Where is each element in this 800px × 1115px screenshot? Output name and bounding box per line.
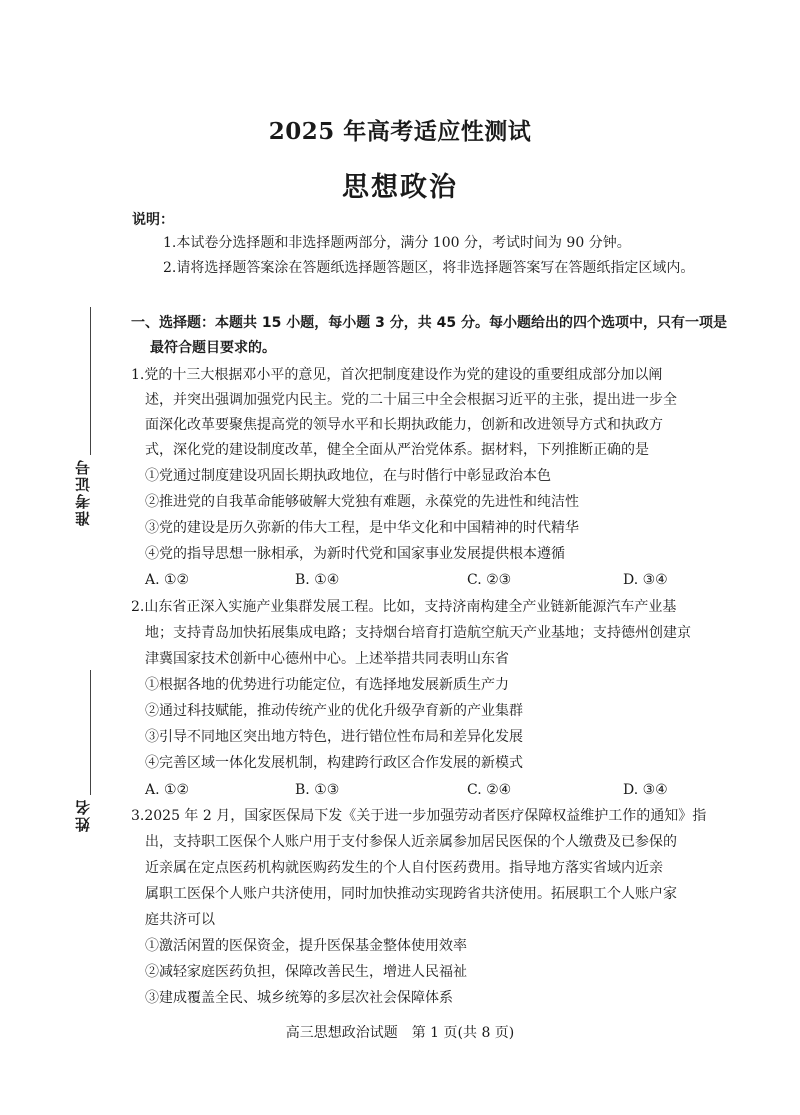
statement: ②减轻家庭医药负担，保障改善民生，增进人民福祉 [145,964,467,980]
name-label: 姓名 [74,798,92,832]
choice-d[interactable]: D. ③④ [623,782,668,798]
choice-c[interactable]: C. ②③ [467,572,512,588]
question-stem: 津冀国家技术创新中心德州中心。上述举措共同表明山东省 [145,651,509,667]
statement: ④党的指导思想一脉相承，为新时代党和国家事业发展提供根本遵循 [145,546,565,562]
question-stem: 1.党的十三大根据邓小平的意见，首次把制度建设作为党的建设的重要组成部分加以阐 [131,367,663,383]
question-stem: 述，并突出强调加强党内民主。党的二十届三中全会根据习近平的主张，提出进一步全 [145,392,677,408]
statement: ①党通过制度建设巩固长期执政地位，在与时偕行中彰显政治本色 [145,468,551,484]
question-stem: 2.山东省正深入实施产业集群发展工程。比如，支持济南构建全产业链新能源汽车产业基 [131,599,677,615]
question-stem: 3.2025 年 2 月，国家医保局下发《关于进一步加强劳动者医疗保障权益维护工作的通知》指 [131,808,707,824]
statement: ④完善区域一体化发展机制，构建跨行政区合作发展的新模式 [145,755,523,771]
question-stem: 式，深化党的建设制度改革，健全全面从严治党体系。据材料，下列推断正确的是 [145,442,649,458]
choice-a[interactable]: A. ①② [145,572,190,588]
exam-id-rule [90,307,91,455]
page-footer: 高三思想政治试题 第 1 页(共 8 页) [285,1025,515,1041]
question-stem: 地；支持青岛加快拓展集成电路；支持烟台培育打造航空航天产业基地；支持德州创建京 [145,625,691,641]
instruction-item: 2.请将选择题答案涂在答题纸选择题答题区，将非选择题答案写在答题纸指定区域内。 [163,260,695,276]
section-heading-cont: 最符合题目要求的。 [150,340,276,356]
question-stem: 近亲属在定点医药机构就医购药发生的个人自付医药费用。指导地方落实省域内近亲 [145,860,663,876]
statement: ①激活闲置的医保资金，提升医保基金整体使用效率 [145,938,467,954]
statement: ③引导不同地区突出地方特色，进行错位性布局和差异化发展 [145,729,523,745]
section-heading: 一、选择题：本题共 15 小题，每小题 3 分，共 45 分。每小题给出的四个选项中，只有一项是 [131,315,727,331]
choice-a[interactable]: A. ①② [145,782,190,798]
choice-b[interactable]: B. ①④ [295,572,340,588]
choice-c[interactable]: C. ②④ [467,782,512,798]
choice-d[interactable]: D. ③④ [623,572,668,588]
exam-title: 2025 年高考适应性测试 [268,118,532,145]
statement: ①根据各地的优势进行功能定位，有选择地发展新质生产力 [145,677,509,693]
exam-id-label: 准考证号 [74,458,92,526]
statement: ③建成覆盖全民、城乡统筹的多层次社会保障体系 [145,990,453,1006]
statement: ②推进党的自我革命能够破解大党独有难题，永葆党的先进性和纯洁性 [145,494,579,510]
choice-b[interactable]: B. ①③ [295,782,340,798]
name-rule [90,670,91,795]
statement: ②通过科技赋能，推动传统产业的优化升级孕育新的产业集群 [145,703,523,719]
subject-title: 思想政治 [342,172,458,203]
question-stem: 出，支持职工医保个人账户用于支付参保人近亲属参加居民医保的个人缴费及已参保的 [145,834,677,850]
instruction-item: 1.本试卷分选择题和非选择题两部分，满分 100 分，考试时间为 90 分钟。 [163,235,631,251]
statement: ③党的建设是历久弥新的伟大工程，是中华文化和中国精神的时代精华 [145,520,579,536]
instructions-heading: 说明： [132,212,174,228]
question-stem: 面深化改革要聚焦提高党的领导水平和长期执政能力，创新和改进领导方式和执政方 [145,417,663,433]
question-stem: 庭共济可以 [145,912,215,928]
question-stem: 属职工医保个人账户共济使用，同时加快推动实现跨省共济使用。拓展职工个人账户家 [145,886,677,902]
